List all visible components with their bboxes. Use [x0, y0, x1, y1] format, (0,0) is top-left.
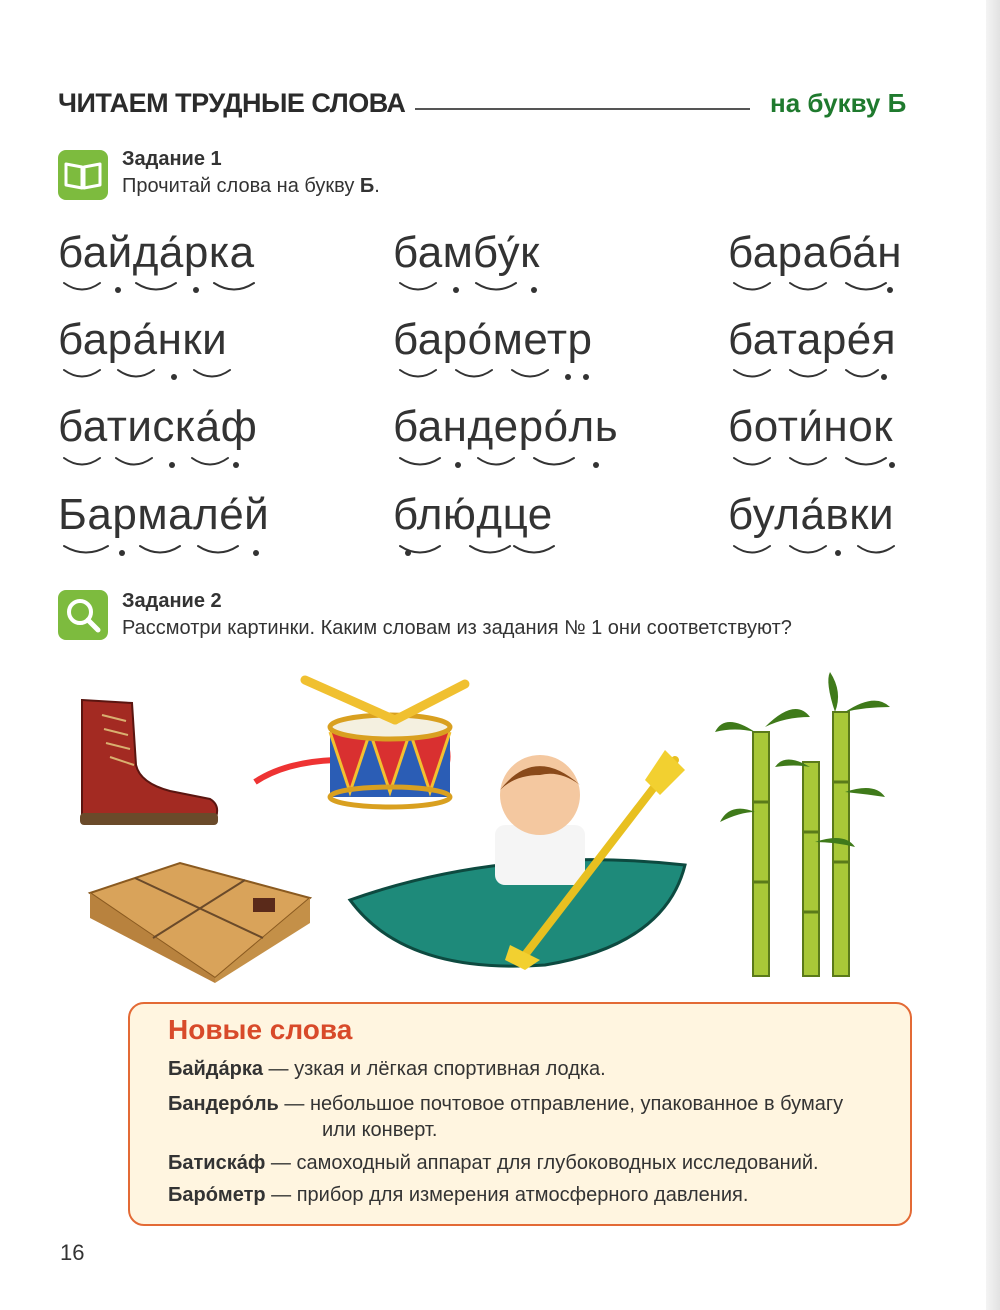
page-number: 16 [60, 1240, 85, 1265]
word: батаре́я [728, 315, 897, 364]
page-subtitle: на букву Б [770, 88, 907, 118]
task2-label: Задание 2 [122, 590, 222, 612]
definition-text: — узкая и лёгкая спортивная лодка. [268, 1058, 606, 1080]
definition-row [168, 1184, 748, 1207]
word: бара́нки [58, 315, 228, 364]
definition-continuation: или конверт. [322, 1119, 438, 1141]
definition-row [168, 1093, 843, 1116]
definition-text: — самоходный аппарат для глубоководных исследований. [270, 1152, 819, 1174]
word: блю́дце [393, 490, 553, 539]
task1-instruction: Прочитай слова на букву [122, 175, 355, 197]
definition-term: Баро́метр [168, 1184, 266, 1206]
task1-letter: Б [359, 175, 375, 197]
word: Бармале́й [58, 490, 270, 539]
definition-text: — прибор для измерения атмосферного давления. [271, 1184, 749, 1206]
word: бамбу́к [393, 228, 540, 277]
definition-term: Бандеро́ль [168, 1093, 279, 1115]
magnifier-icon [58, 590, 108, 640]
word: байда́рка [58, 228, 255, 277]
boot-picture [70, 695, 230, 835]
definition-term: Батиска́ф [168, 1152, 266, 1174]
word: батиска́ф [58, 402, 258, 451]
definition-row [168, 1152, 819, 1175]
page-title: ЧИТАЕМ ТРУДНЫЕ СЛОВА [58, 88, 406, 118]
parcel-picture [85, 858, 315, 988]
word: була́вки [728, 490, 895, 539]
word: баро́метр [393, 315, 593, 364]
syllable-marks [0, 0, 1000, 600]
task1-end: . [374, 175, 380, 197]
new-words-title: Новые слова [168, 1014, 353, 1045]
definition-row [168, 1058, 606, 1081]
task2-text: Рассмотри картинки. Каким словам из задания № 1 они соответствуют? [122, 617, 792, 639]
task1-label: Задание 1 [122, 148, 222, 170]
bamboo-picture [715, 672, 895, 980]
word: боти́нок [728, 402, 893, 451]
definition-term: Байда́рка [168, 1058, 263, 1080]
word: бараба́н [728, 228, 903, 277]
definition-text: — небольшое почтовое отправление, упакованное в бумагу [284, 1093, 844, 1115]
word: бандеро́ль [393, 402, 619, 451]
kayak-picture [345, 745, 690, 975]
